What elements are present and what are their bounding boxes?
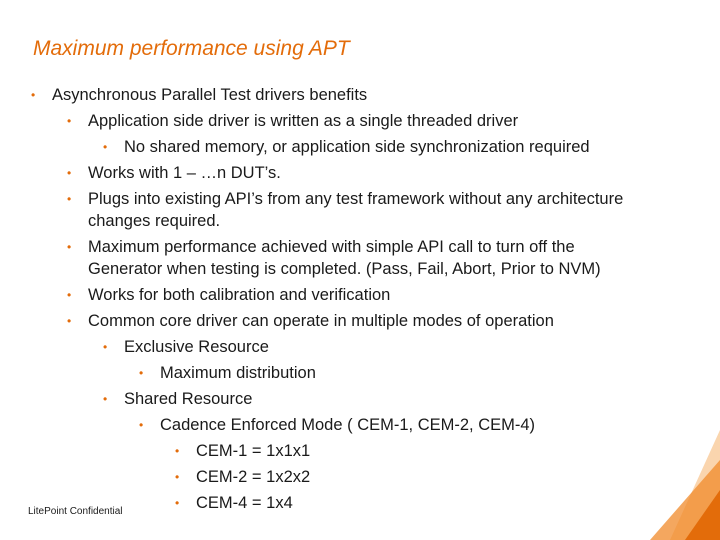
bullet-item (103, 136, 590, 158)
bullet-dot-icon: • (175, 470, 180, 485)
bullet-dot-icon: • (103, 339, 108, 354)
bullet-item (67, 310, 554, 332)
corner-graphic (630, 430, 720, 540)
bullet-text: Exclusive Resource (124, 337, 269, 356)
bullet-text: Works with 1 – …n DUT’s. (88, 164, 281, 183)
bullet-item (103, 336, 269, 358)
bullet-dot-icon: • (67, 313, 72, 328)
slide-title: Maximum performance using APT (33, 37, 350, 60)
footer-confidential: LitePoint Confidential (28, 506, 123, 517)
bullet-text: Maximum distribution (160, 363, 316, 382)
bullet-text-continuation: changes required. (88, 212, 221, 231)
bullet-item (175, 492, 293, 514)
bullet-dot-icon: • (67, 287, 72, 302)
bullet-dot-icon: • (175, 496, 180, 511)
bullet-item (67, 188, 624, 232)
bullet-dot-icon: • (67, 166, 72, 181)
bullet-item (139, 414, 536, 436)
bullet-dot-icon: • (67, 114, 72, 129)
bullet-text-continuation: Generator when testing is completed. (Pass, Fail, Abort, Prior to NVM) (88, 260, 601, 278)
bullet-item (175, 466, 311, 488)
bullet-text: Cadence Enforced Mode ( CEM-1, CEM-2, CEM-4) (160, 416, 536, 435)
bullet-item (103, 388, 253, 410)
bullet-dot-icon: • (103, 140, 108, 155)
bullet-item (31, 84, 368, 106)
bullet-text: Application side driver is written as a single threaded driver (88, 112, 519, 131)
bullet-dot-icon: • (67, 192, 72, 207)
bullet-text: Maximum performance achieved with simple API call to turn off the (88, 238, 575, 256)
bullet-text: Common core driver can operate in multiple modes of operation (88, 311, 554, 330)
bullet-text: No shared memory, or application side synchronization required (124, 138, 590, 157)
bullet-text: Asynchronous Parallel Test drivers benefits (52, 86, 368, 104)
bullet-text: CEM-1 = 1x1x1 (196, 442, 311, 461)
bullet-item (139, 362, 316, 384)
bullet-dot-icon: • (103, 392, 108, 406)
bullet-item (67, 110, 519, 132)
bullet-text: CEM-4 = 1x4 (196, 494, 293, 513)
bullet-dot-icon: • (139, 418, 144, 433)
bullet-text: Plugs into existing API’s from any test framework without any architecture (88, 190, 624, 209)
bullet-dot-icon: • (139, 365, 144, 380)
bullet-item (67, 162, 281, 184)
bullet-text: CEM-2 = 1x2x2 (196, 468, 311, 487)
bullet-text: Shared Resource (124, 390, 253, 408)
bullet-item (67, 284, 391, 306)
bullet-dot-icon: • (31, 88, 36, 102)
bullet-item (67, 236, 601, 280)
bullet-dot-icon: • (175, 444, 180, 459)
bullet-dot-icon: • (67, 240, 72, 254)
bullet-text: Works for both calibration and verification (88, 285, 391, 304)
bullet-item (175, 440, 311, 462)
